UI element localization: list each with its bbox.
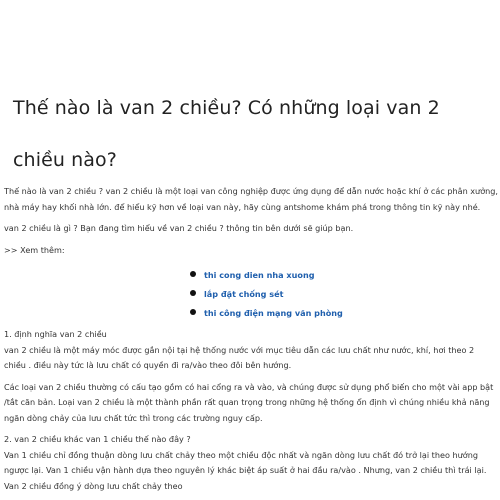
list-item — [190, 285, 498, 304]
bullet-icon — [190, 290, 196, 296]
article-body — [4, 184, 498, 500]
link-thi-cong-dien-mang-van-phong[interactable]: thi công điện mạng văn phòng — [204, 308, 343, 318]
intro-question: van 2 chiều là gì ? Bạn đang tìm hiểu về van 2 chiều ? thông tin bên dưới sẽ giúp bạn. — [4, 223, 354, 233]
section-2-heading: 2. van 2 chiều khác van 1 chiều thế nào đây ? — [4, 434, 191, 444]
link-lap-dat-chong-set[interactable]: lắp đặt chống sét — [204, 289, 284, 299]
section-1-paragraph: van 2 chiều là một máy móc được gắn nội tại hệ thống nước với mục tiêu dẫn các lưu chất như nước, khí, hơi theo 2 chiều . điều này tức là lưu chất có quyền đi ra/vào theo đôi bên hướng. — [4, 344, 475, 370]
section-1-paragraph-2: Các loại van 2 chiều thường có cấu tạo gồm có hai cổng ra và vào, và chúng được sử dụng phổ biến cho một vài app bật /tắt căn bản. Loại van 2 chiều là một thành phần rất quan trọng trong những hệ thống ổn định vì chúng nhiều khả năng ngăn dòng chảy của lưu chất tức thì trong các trường nguy cấp. — [4, 381, 494, 423]
list-item — [190, 266, 498, 285]
section-1-heading: 1. định nghĩa van 2 chiều — [4, 329, 107, 339]
section-2-paragraph: Van 1 chiều chỉ đồng thuận dòng lưu chất chảy theo một chiều độc nhất và ngăn dòng lưu chất đó trở lại theo hướng ngược lại. Van 1 chiều vận hành dựa theo nguyên lý khác biệt áp suất ở hai đầu ra/vào . Nhưng, van 2 chiều thì trái lại. Van 2 chiều đồng ý dòng lưu chất chảy theo — [4, 449, 487, 491]
see-more-label: >> Xem thêm: — [4, 244, 65, 255]
bullet-icon — [190, 271, 196, 277]
related-links-list — [4, 266, 498, 323]
link-thi-cong-dien-nha-xuong[interactable]: thi cong dien nha xuong — [204, 270, 315, 280]
intro-paragraph: Thế nào là van 2 chiều ? van 2 chiều là một loại van công nghiệp được ứng dụng để dẫn nước hoặc khí ở các phân xưởng, nhà máy hay khối nhà lớn. để hiểu kỹ hơn về loại van này, hãy cùng antshome khám phá trong thông tin kỹ này nhé. — [4, 186, 498, 212]
list-item — [190, 304, 498, 323]
article-title: Thế nào là van 2 chiều? Có những loại van 2 chiều nào? — [13, 97, 440, 171]
bullet-icon — [190, 309, 196, 315]
